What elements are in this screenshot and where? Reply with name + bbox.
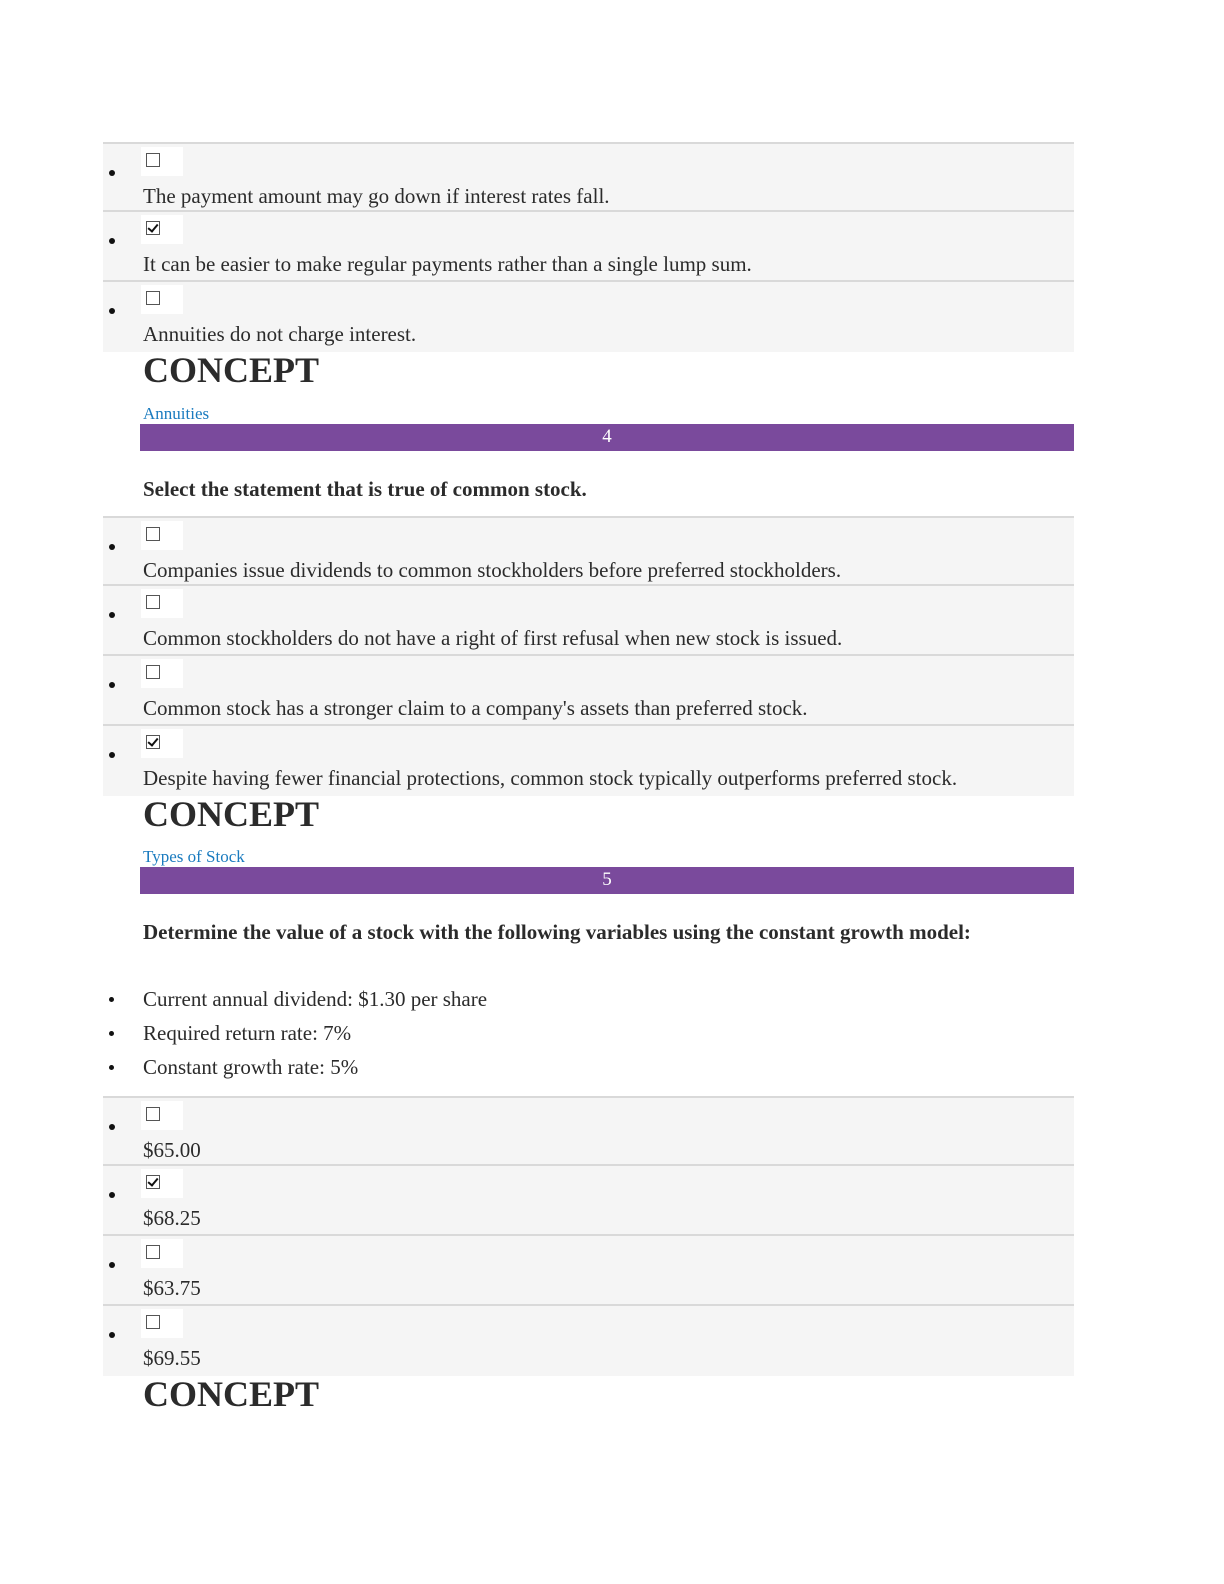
answer-option[interactable]: [103, 1234, 1074, 1304]
answer-checkbox-checked[interactable]: [146, 1175, 160, 1189]
answer-option[interactable]: [103, 1304, 1074, 1376]
answer-option-text: $69.55: [143, 1346, 201, 1370]
bullet-icon: [109, 170, 115, 176]
bullet-icon: [109, 1031, 114, 1036]
variable-item: Constant growth rate: 5%: [143, 1053, 358, 1081]
answer-checkbox[interactable]: [146, 665, 160, 679]
bullet-icon: [109, 1065, 114, 1070]
answer-option-text: $65.00: [143, 1138, 201, 1162]
answer-option[interactable]: [103, 1096, 1074, 1164]
question-number-bar: 4: [140, 424, 1074, 451]
concept-heading: CONCEPT: [143, 1374, 320, 1414]
variable-item: Current annual dividend: $1.30 per share: [143, 985, 487, 1013]
concept-link[interactable]: Types of Stock: [143, 847, 245, 866]
bullet-icon: [109, 238, 115, 244]
answer-checkbox[interactable]: [146, 291, 160, 305]
answer-option[interactable]: [103, 1164, 1074, 1234]
bullet-icon: [109, 1332, 115, 1338]
question-text: Select the statement that is true of common stock.: [143, 477, 587, 501]
answer-option[interactable]: [103, 584, 1074, 654]
answer-checkbox[interactable]: [146, 595, 160, 609]
answer-option-text: It can be easier to make regular payments rather than a single lump sum.: [143, 252, 752, 276]
bullet-icon: [109, 682, 115, 688]
answer-option-text: Common stock has a stronger claim to a company's assets than preferred stock.: [143, 696, 808, 720]
bullet-icon: [109, 1192, 115, 1198]
answer-checkbox[interactable]: [146, 527, 160, 541]
bullet-icon: [109, 612, 115, 618]
answer-option-text: $63.75: [143, 1276, 201, 1300]
answer-option[interactable]: [103, 724, 1074, 796]
bullet-icon: [109, 308, 115, 314]
answer-checkbox[interactable]: [146, 1107, 160, 1121]
answer-option[interactable]: [103, 210, 1074, 280]
answer-option-text: The payment amount may go down if interest rates fall.: [143, 184, 610, 208]
answer-option-text: Common stockholders do not have a right of first refusal when new stock is issued.: [143, 626, 843, 650]
bullet-icon: [109, 1262, 115, 1268]
answer-option-text: Despite having fewer financial protections, common stock typically outperforms preferred stock.: [143, 766, 958, 790]
bullet-icon: [109, 544, 115, 550]
concept-heading: CONCEPT: [143, 794, 320, 834]
answer-option[interactable]: [103, 516, 1074, 584]
answer-option[interactable]: [103, 654, 1074, 724]
bullet-icon: [109, 1124, 115, 1130]
answer-checkbox[interactable]: [146, 1245, 160, 1259]
answer-checkbox-checked[interactable]: [146, 221, 160, 235]
answer-option[interactable]: [103, 280, 1074, 352]
answer-option-text: Companies issue dividends to common stockholders before preferred stockholders.: [143, 558, 842, 582]
answer-checkbox[interactable]: [146, 153, 160, 167]
question-number-bar: 5: [140, 867, 1074, 894]
answer-checkbox-checked[interactable]: [146, 735, 160, 749]
concept-heading: CONCEPT: [143, 350, 320, 390]
answer-checkbox[interactable]: [146, 1315, 160, 1329]
concept-link[interactable]: Annuities: [143, 404, 210, 423]
bullet-icon: [109, 752, 115, 758]
bullet-icon: [109, 997, 114, 1002]
variable-item: Required return rate: 7%: [143, 1019, 351, 1047]
answer-option-text: $68.25: [143, 1206, 201, 1230]
answer-option-text: Annuities do not charge interest.: [143, 322, 417, 346]
question-text: Determine the value of a stock with the following variables using the constant growth model:: [143, 920, 971, 944]
answer-option[interactable]: [103, 142, 1074, 210]
